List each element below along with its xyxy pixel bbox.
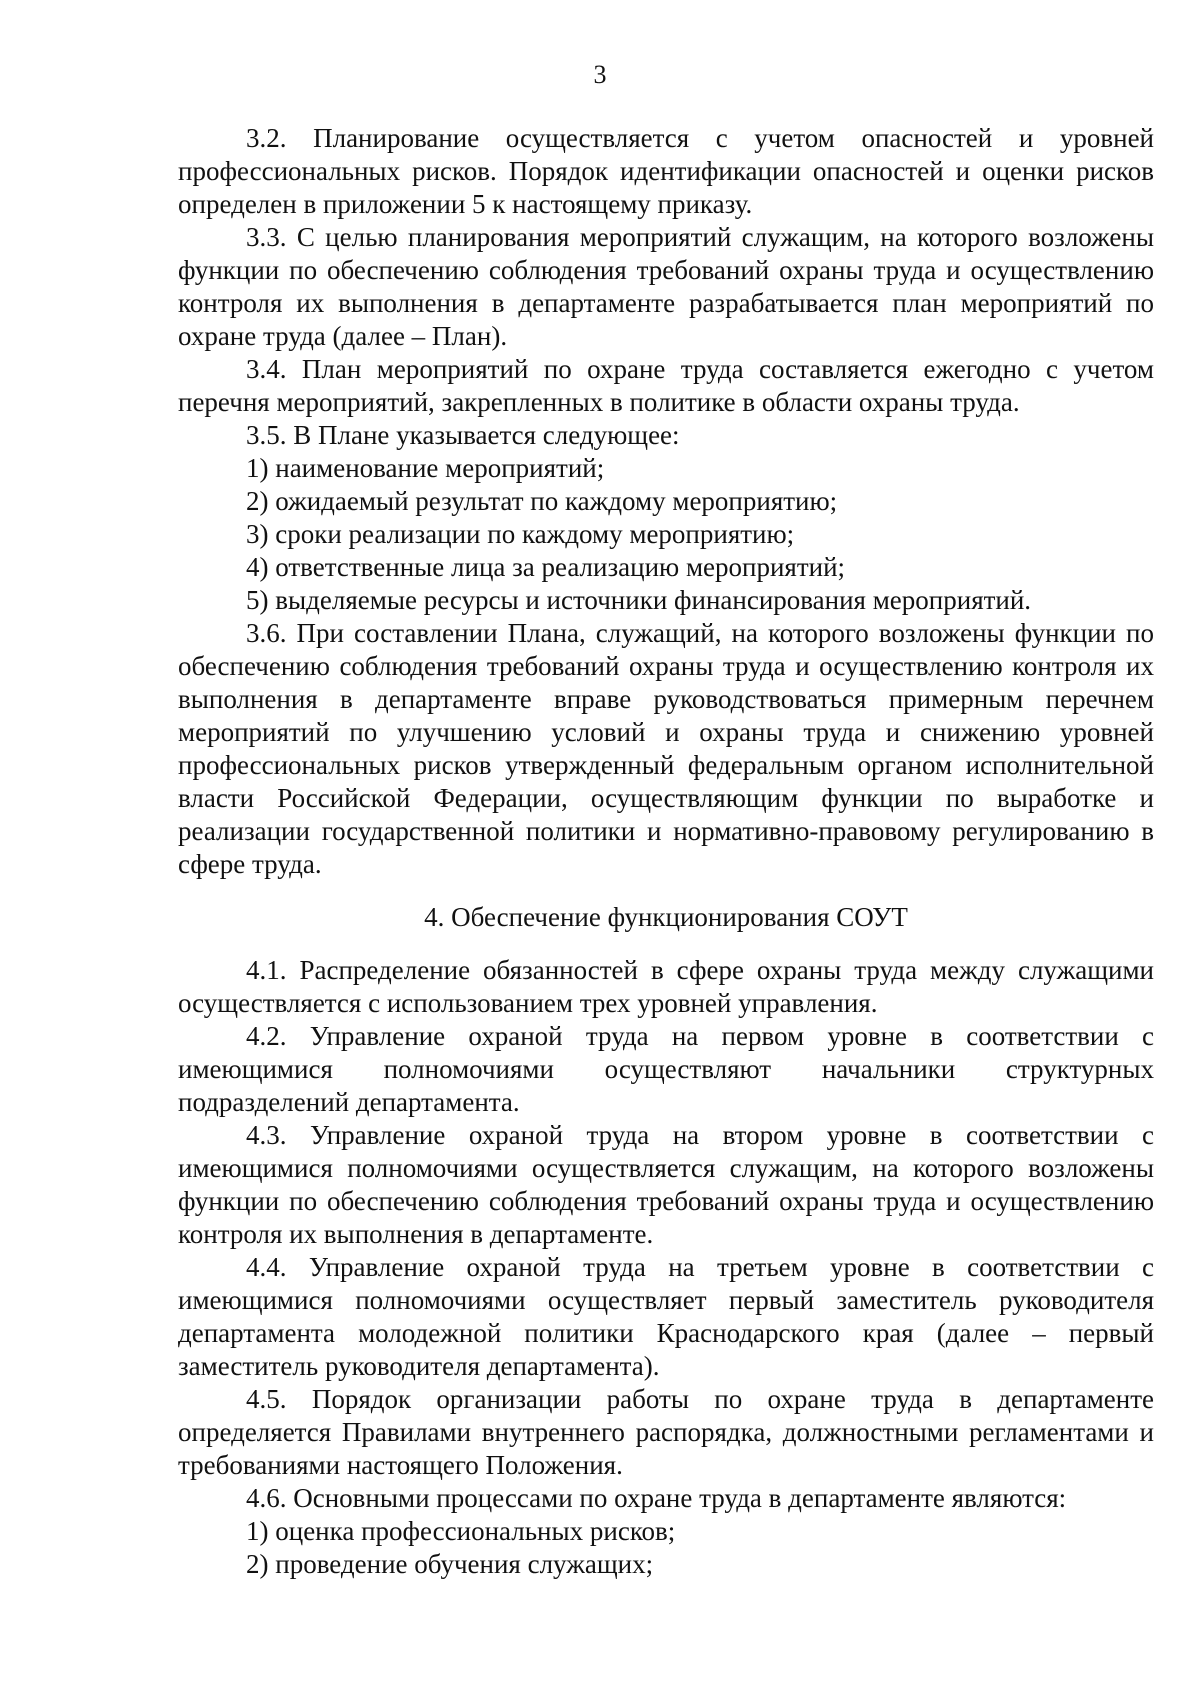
document-body (178, 122, 1154, 1581)
paragraph-3-5: 3.5. В Плане указывается следующее: (246, 420, 680, 450)
paragraph-4-4: 4.4. Управление охраной труда на третьем уровне в соответствии с имеющимися полномочиями осуществляет первый заместитель руководителя департамента молодежной политики Краснодарского края (далее – первый заместитель руководителя департамента). (178, 1252, 1154, 1381)
list-item-4-6-2: 2) проведение обучения служащих; (246, 1549, 654, 1579)
section-4-heading: 4. Обеспечение функционирования СОУТ (424, 902, 908, 932)
paragraph-4-1: 4.1. Распределение обязанностей в сфере охраны труда между служащими осуществляется с использованием трех уровней управления. (178, 955, 1154, 1018)
paragraph-3-6: 3.6. При составлении Плана, служащий, на которого возложены функции по обеспечению соблюдения требований охраны труда и осуществлению контроля их выполнения в департаменте вправе руководствоваться примерным перечнем мероприятий по улучшению условий и охраны труда и снижению уровней профессиональных рисков утвержденный федеральным органом исполнительной власти Российской Федерации, осуществляющим функции по выработке и реализации государственной политики и нормативно-правовому регулированию в сфере труда. (178, 618, 1154, 879)
paragraph-3-4: 3.4. План мероприятий по охране труда составляется ежегодно с учетом перечня мероприятий, закрепленных в политике в области охраны труда. (178, 354, 1154, 417)
paragraph-4-6: 4.6. Основными процессами по охране труда в департаменте являются: (246, 1483, 1067, 1513)
list-item-3-5-1: 1) наименование мероприятий; (246, 453, 605, 483)
paragraph-4-3: 4.3. Управление охраной труда на втором уровне в соответствии с имеющимися полномочиями осуществляется служащим, на которого возложены функции по обеспечению соблюдения требований охраны труда и осуществлению контроля их выполнения в департаменте. (178, 1120, 1154, 1249)
paragraph-3-2: 3.2. Планирование осуществляется с учетом опасностей и уровней профессиональных рисков. Порядок идентификации опасностей и оценки рисков определен в приложении 5 к настоящему приказу. (178, 123, 1154, 219)
paragraph-4-5: 4.5. Порядок организации работы по охране труда в департаменте определяется Правилами внутреннего распорядка, должностными регламентами и требованиями настоящего Положения. (178, 1384, 1154, 1480)
paragraph-3-3: 3.3. С целью планирования мероприятий служащим, на которого возложены функции по обеспечению соблюдения требований охраны труда и осуществлению контроля их выполнения в департаменте разрабатывается план мероприятий по охране труда (далее – План). (178, 222, 1154, 351)
list-item-3-5-3: 3) сроки реализации по каждому мероприятию; (246, 519, 795, 549)
paragraph-4-2: 4.2. Управление охраной труда на первом уровне в соответствии с имеющимися полномочиями осуществляют начальники структурных подразделений департамента. (178, 1021, 1154, 1117)
list-item-4-6-1: 1) оценка профессиональных рисков; (246, 1516, 676, 1546)
page-number: 3 (593, 60, 607, 89)
list-item-3-5-2: 2) ожидаемый результат по каждому мероприятию; (246, 486, 838, 516)
list-item-3-5-4: 4) ответственные лица за реализацию мероприятий; (246, 552, 846, 582)
list-item-3-5-5: 5) выделяемые ресурсы и источники финансирования мероприятий. (246, 585, 1032, 615)
